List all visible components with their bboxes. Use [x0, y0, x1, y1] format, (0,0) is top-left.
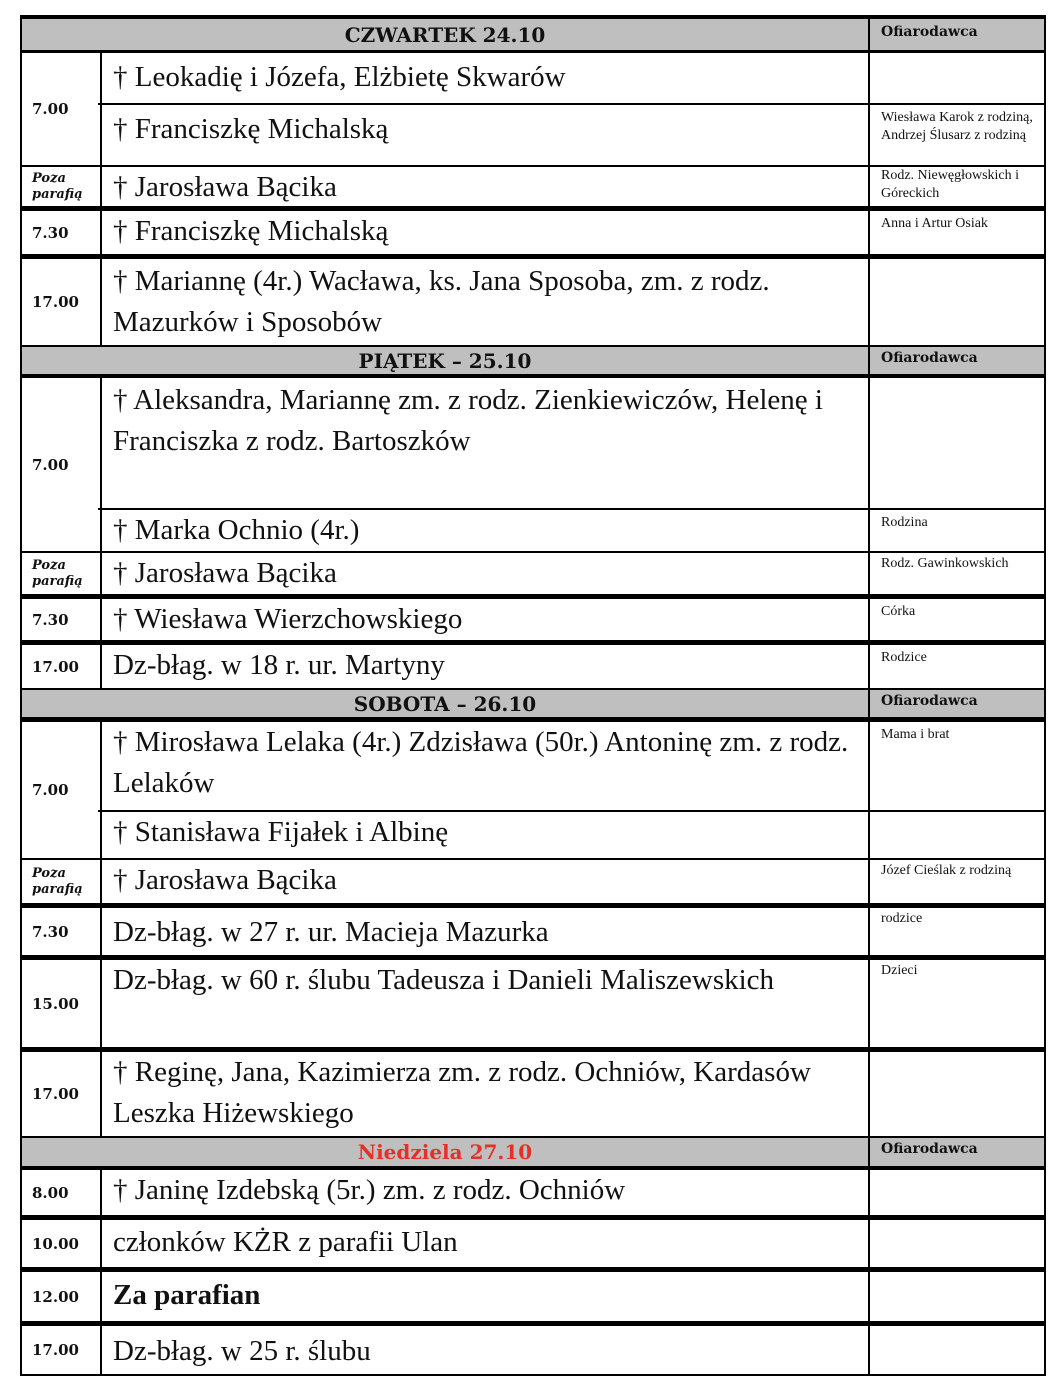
mass-time: 7.30: [32, 223, 69, 242]
donor-text: [868, 1326, 1044, 1374]
intention-text: † Aleksandra, Mariannę zm. z rodz. Zienkiewiczów, Helenę i Franciszka z rodz. Bartoszków: [100, 378, 868, 508]
day-header: [20, 690, 1046, 717]
table-row: [20, 167, 1046, 206]
intention-text: † Leokadię i Józefa, Elżbietę Skwarów: [100, 53, 868, 104]
day-header: [20, 347, 1046, 374]
day-title: CZWARTEK 24.10: [344, 22, 546, 47]
mass-time: 7.30: [32, 922, 69, 941]
donor-text: Mama i brat: [868, 722, 1044, 810]
donor-text: Rodz. Gawinkowskich: [868, 553, 1044, 594]
mass-time: 8.00: [32, 1183, 69, 1202]
mass-time: 17.00: [32, 1341, 79, 1359]
intention-text: † Wiesława Wierzchowskiego: [100, 599, 868, 640]
table-row: [20, 211, 1046, 254]
mass-time: 10.00: [32, 1234, 79, 1253]
table-row: [20, 722, 1046, 810]
intention-text: † Franciszkę Michalską: [100, 211, 868, 254]
mass-time: 17.00: [32, 293, 79, 311]
intention-text: † Reginę, Jana, Kazimierza zm. z rodz. Ochniów, Kardasów Leszka Hiżewskiego: [100, 1052, 868, 1136]
table-border: [20, 1374, 1046, 1376]
table-row: [20, 553, 1046, 594]
intention-text: † Mariannę (4r.) Wacława, ks. Jana Sposoba, zm. z rodz. Mazurków i Sposobów: [100, 259, 868, 345]
donor-text: [868, 1272, 1044, 1321]
intention-text: † Janinę Izdebską (5r.) zm. z rodz. Ochniów: [100, 1170, 868, 1215]
intention-text: † Stanisława Fijałek i Albinę: [100, 812, 868, 858]
mass-intentions-table: [20, 15, 1046, 1377]
donor-text: [868, 812, 1044, 858]
donor-text: [868, 1170, 1044, 1215]
intention-text: Za parafian: [100, 1272, 868, 1321]
intention-text: † Jarosława Bącika: [100, 860, 868, 903]
table-row: [20, 860, 1046, 903]
donor-text: rodzice: [868, 908, 1044, 955]
intention-text: członków KŻR z parafii Ulan: [100, 1220, 868, 1267]
donor-text: Rodzice: [868, 645, 1044, 688]
table-row: [20, 645, 1046, 688]
day-header: [20, 19, 1046, 50]
table-row: [20, 1170, 1046, 1215]
donor-text: [868, 259, 1044, 345]
table-row: [20, 599, 1046, 640]
mass-time: 17.00: [32, 1085, 79, 1103]
day-title: SOBOTA – 26.10: [353, 691, 537, 716]
intention-text: Dz-błag. w 25 r. ślubu: [100, 1326, 868, 1374]
intention-text: † Jarosława Bącika: [100, 553, 868, 594]
mass-time: 17.00: [32, 657, 79, 676]
mass-time: Poza parafią: [32, 865, 83, 897]
mass-time: 12.00: [32, 1287, 79, 1306]
table-row: [20, 908, 1046, 955]
donor-text: Wiesława Karok z rodziną, Andrzej Ślusarz z rodziną: [868, 105, 1044, 165]
mass-time: 7.00: [20, 722, 100, 858]
table-row: [20, 259, 1046, 345]
intention-text: Dz-błag. w 18 r. ur. Martyny: [100, 645, 868, 688]
table-row: [20, 960, 1046, 1047]
intention-text: Dz-błag. w 27 r. ur. Macieja Mazurka: [100, 908, 868, 955]
donor-text: Józef Cieślak z rodziną: [868, 860, 1044, 903]
mass-time: Poza parafią: [32, 557, 83, 589]
mass-time: 15.00: [32, 994, 79, 1013]
day-title: PIĄTEK – 25.10: [358, 348, 532, 373]
intention-text: Dz-błag. w 60 r. ślubu Tadeusza i Danieli Maliszewskich: [100, 960, 868, 1047]
donor-text: Dzieci: [868, 960, 1044, 1047]
intention-text: † Franciszkę Michalską: [100, 105, 868, 165]
table-row: [20, 1326, 1046, 1374]
table-row: [20, 1220, 1046, 1267]
donor-text: Rodz. Niewęgłowskich i Góreckich: [868, 167, 1044, 206]
donor-text: [868, 1052, 1044, 1136]
donor-column-header: Ofiarodawca: [868, 690, 1044, 717]
donor-text: [868, 1220, 1044, 1267]
table-row: [20, 1272, 1046, 1321]
donor-column-header: Ofiarodawca: [868, 1138, 1044, 1166]
donor-column-header: Ofiarodawca: [868, 347, 1044, 374]
donor-text: Rodzina: [868, 510, 1044, 551]
intention-text: † Jarosława Bącika: [100, 167, 868, 206]
table-row: [20, 378, 1046, 508]
intention-text: † Marka Ochnio (4r.): [100, 510, 868, 551]
donor-text: [868, 378, 1044, 508]
donor-text: Anna i Artur Osiak: [868, 211, 1044, 254]
mass-time: 7.30: [32, 610, 69, 629]
day-title: Niedziela 27.10: [357, 1140, 533, 1164]
table-row: [20, 1052, 1046, 1136]
mass-time: Poza parafią: [32, 170, 83, 202]
day-header: [20, 1138, 1046, 1166]
donor-text: [868, 53, 1044, 104]
table-row: [20, 812, 1046, 858]
table-row: [20, 105, 1046, 165]
donor-text: Córka: [868, 599, 1044, 640]
intention-text: † Mirosława Lelaka (4r.) Zdzisława (50r.) Antoninę zm. z rodz. Lelaków: [100, 722, 868, 810]
table-row: [20, 510, 1046, 551]
mass-time: 7.00: [20, 53, 100, 165]
table-row: [20, 53, 1046, 104]
donor-column-header: Ofiarodawca: [868, 19, 1044, 50]
mass-time: 7.00: [20, 378, 100, 551]
